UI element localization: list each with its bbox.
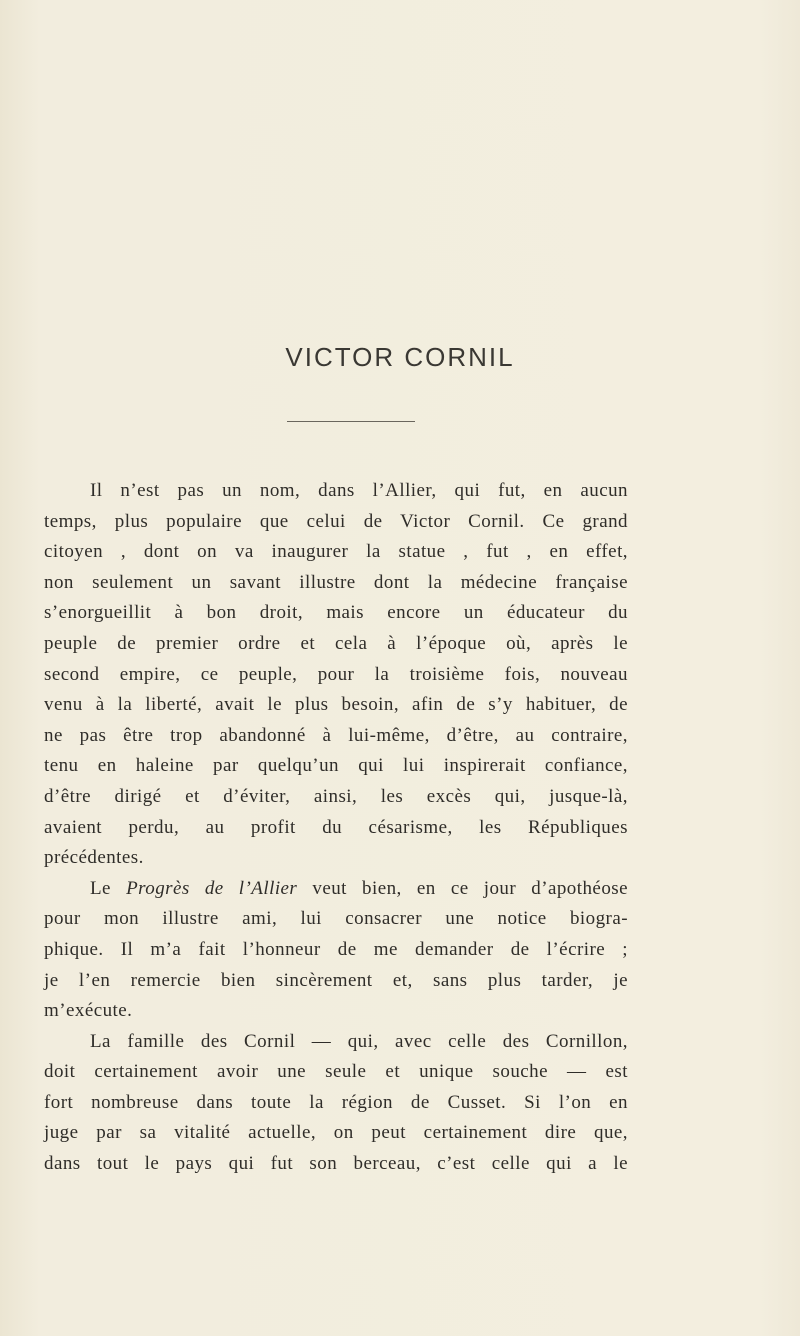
paragraph-2 xyxy=(44,874,628,1027)
text-line xyxy=(67,874,628,905)
newspaper-title: Progrès de l’Allier xyxy=(126,877,298,899)
body-text xyxy=(44,476,628,1180)
text-line: dans tout le pays qui fut son berceau, c’est celle qui a le xyxy=(44,1153,628,1175)
paragraph-1 xyxy=(44,476,628,874)
paragraph-3 xyxy=(44,1027,628,1180)
text-line: s’enorgueillit à bon droit, mais encore un éducateur du xyxy=(44,602,628,624)
text-line: précédentes. xyxy=(44,847,144,869)
text-line: tenu en haleine par quelqu’un qui lui inspirerait confiance, xyxy=(44,755,628,777)
text-line: je l’en remercie bien sincèrement et, sans plus tarder, je xyxy=(44,969,628,991)
text-line: peuple de premier ordre et cela à l’époque où, après le xyxy=(44,632,628,654)
text-fragment: veut bien, en ce jour d’apothéose xyxy=(297,877,628,899)
text-fragment: Le xyxy=(90,877,127,899)
text-line: Il n’est pas un nom, dans l’Allier, qui fut, en aucun xyxy=(90,480,628,501)
title-divider xyxy=(287,421,415,422)
text-line: m’exécute. xyxy=(44,1000,133,1022)
text-line: venu à la liberté, avait le plus besoin, afin de s’y habituer, de xyxy=(44,694,628,716)
page-title: VICTOR CORNIL xyxy=(285,342,515,372)
text-line: second empire, ce peuple, pour la troisième fois, nouveau xyxy=(44,663,628,685)
text-line: doit certainement avoir une seule et unique souche — est xyxy=(44,1061,628,1083)
text-line: La famille des Cornil — qui, avec celle des Cornillon, xyxy=(90,1030,628,1052)
text-line: phique. Il m’a fait l’honneur de me demander de l’écrire ; xyxy=(44,938,628,960)
text-line: juge par sa vitalité actuelle, on peut certainement dire que, xyxy=(44,1122,628,1144)
text-line: temps, plus populaire que celui de Victor Cornil. Ce grand xyxy=(44,510,628,532)
text-line: citoyen , dont on va inaugurer la statue , fut , en effet, xyxy=(44,541,628,563)
text-line: ne pas être trop abandonné à lui-même, d’être, au contraire, xyxy=(44,724,628,746)
text-line: non seulement un savant illustre dont la médecine française xyxy=(44,571,628,593)
text-line: avaient perdu, au profit du césarisme, les Républiques xyxy=(44,816,628,838)
text-line: pour mon illustre ami, lui consacrer une notice biogra- xyxy=(44,908,628,930)
text-line: d’être dirigé et d’éviter, ainsi, les excès qui, jusque-là, xyxy=(44,785,628,807)
text-line: fort nombreuse dans toute la région de Cusset. Si l’on en xyxy=(44,1091,628,1113)
